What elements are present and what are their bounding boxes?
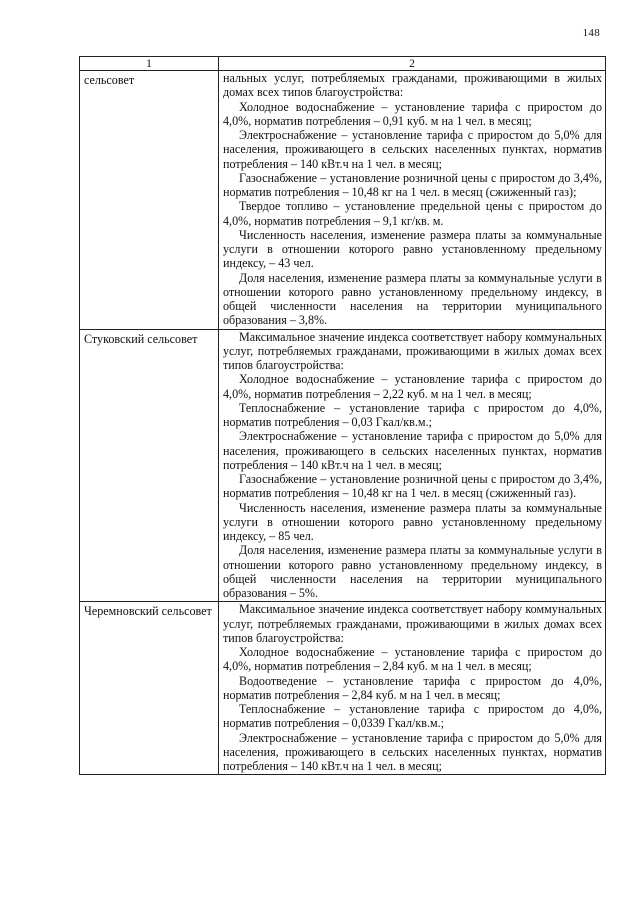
district-name: Черемновский сельсовет bbox=[80, 602, 219, 775]
table-row bbox=[80, 329, 606, 602]
paragraph: Водоотведение – установление тарифа с приростом до 4,0%, норматив потребления – 2,84 куб. м на 1 чел. в месяц; bbox=[223, 673, 602, 702]
district-name: сельсовет bbox=[80, 71, 219, 330]
paragraph: Теплоснабжение – установление тарифа с приростом до 4,0%, норматив потребления – 0,03 Гкал/кв.м.; bbox=[223, 400, 602, 429]
district-description bbox=[219, 602, 606, 775]
paragraph: Газоснабжение – установление розничной цены с приростом до 3,4%, норматив потребления – 10,48 кг на 1 чел. в месяц (сжиженный газ); bbox=[223, 170, 602, 199]
page-number: 148 bbox=[582, 27, 600, 39]
paragraph: Холодное водоснабжение – установление тарифа с приростом до 4,0%, норматив потребления – 0,91 куб. м на 1 чел. в месяц; bbox=[223, 99, 602, 128]
district-description bbox=[219, 329, 606, 602]
column-header-2: 2 bbox=[219, 57, 606, 71]
paragraph: Газоснабжение – установление розничной цены с приростом до 3,4%, норматив потребления – 10,48 кг на 1 чел. в месяц (сжиженный газ). bbox=[223, 472, 602, 501]
paragraph: Электроснабжение – установление тарифа с приростом до 5,0% для населения, проживающего в сельских населенных пунктах, норматив потребления – 140 кВт.ч на 1 чел. в месяц; bbox=[223, 128, 602, 171]
tariff-table bbox=[79, 56, 606, 775]
district-description bbox=[219, 71, 606, 330]
table-row bbox=[80, 71, 606, 330]
paragraph: Численность населения, изменение размера платы за коммунальные услуги в отношении которого равно установленному предельному индексу, – 85 чел. bbox=[223, 500, 602, 543]
paragraph: Доля населения, изменение размера платы за коммунальные услуги в отношении которого равно установленному предельному индексу, в общей численности населения на территории муниципального образования – 3,8%. bbox=[223, 270, 602, 328]
header-row bbox=[80, 57, 606, 71]
paragraph: Электроснабжение – установление тарифа с приростом до 5,0% для населения, проживающего в сельских населенных пунктах, норматив потребления – 140 кВт.ч на 1 чел. в месяц; bbox=[223, 730, 602, 773]
paragraph: Доля населения, изменение размера платы за коммунальные услуги в отношении которого равно установленному предельному индексу, в общей численности населения на территории муниципального образования – 5%. bbox=[223, 543, 602, 600]
paragraph: Холодное водоснабжение – установление тарифа с приростом до 4,0%, норматив потребления – 2,84 куб. м на 1 чел. в месяц; bbox=[223, 645, 602, 674]
district-name: Стуковский сельсовет bbox=[80, 329, 219, 602]
paragraph: Твердое топливо – установление предельной цены с приростом до 4,0%, норматив потребления – 9,1 кг/кв. м. bbox=[223, 199, 602, 228]
paragraph: Холодное водоснабжение – установление тарифа с приростом до 4,0%, норматив потребления – 2,22 куб. м на 1 чел. в месяц; bbox=[223, 372, 602, 401]
paragraph: Максимальное значение индекса соответствует набору коммунальных услуг, потребляемых гражданами, проживающими в жилых домах всех типов благоустройства: bbox=[223, 602, 602, 645]
paragraph: Электроснабжение – установление тарифа с приростом до 5,0% для населения, проживающего в сельских населенных пунктах, норматив потребления – 140 кВт.ч на 1 чел. в месяц; bbox=[223, 429, 602, 472]
paragraph: Максимальное значение индекса соответствует набору коммунальных услуг, потребляемых гражданами, проживающими в жилых домах всех типов благоустройства: bbox=[223, 329, 602, 372]
paragraph: Теплоснабжение – установление тарифа с приростом до 4,0%, норматив потребления – 0,0339 Гкал/кв.м.; bbox=[223, 702, 602, 731]
paragraph: Численность населения, изменение размера платы за коммунальные услуги в отношении которого равно установленному предельному индексу, – 43 чел. bbox=[223, 227, 602, 271]
table-row bbox=[80, 602, 606, 775]
paragraph: нальных услуг, потребляемых гражданами, проживающими в жилых домах всех типов благоустройства: bbox=[223, 71, 602, 100]
column-header-1: 1 bbox=[80, 57, 219, 71]
